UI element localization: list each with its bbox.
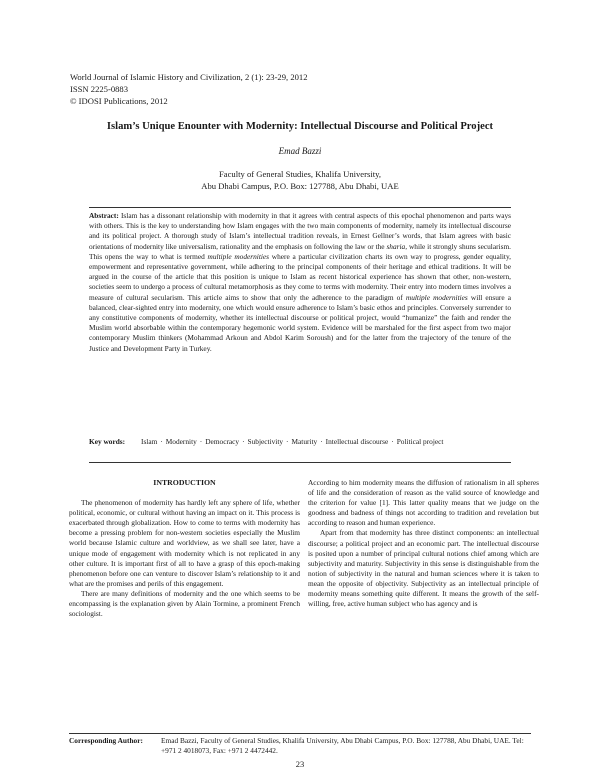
keyword-separator: · [199,437,203,446]
body-right-column [308,478,539,609]
abstract-sharia: sharia, [386,241,408,251]
keyword-separator: · [391,437,394,446]
keyword: Modernity [165,437,197,446]
page-number: 23 [295,759,305,769]
journal-meta [70,71,308,107]
keyword-separator: · [286,437,289,446]
affiliation-line-2: Abu Dhabi Campus, P.O. Box: 127788, Abu Dhabi, UAE [201,181,399,191]
corresponding-author-text: Emad Bazzi, Faculty of General Studies, Khalifa University, Abu Dhabi Campus, P.O. Box: 127788, Abu Dhabi, UAE. Tel: +971 2 4018073, Fax: +971 2 4472442. [161,736,524,756]
corresponding-author-note [69,736,531,756]
abstract-label: Abstract: [89,211,119,220]
journal-citation: World Journal of Islamic History and Civilization, 2 (1): 23-29, 2012 [70,72,308,82]
abstract-multiple-modernities-1: multiple modernities [207,251,270,261]
body-left-column [69,478,300,619]
keyword: Islam [141,437,158,446]
paper-author: Emad Bazzi [278,146,322,156]
keywords-list [141,437,503,447]
abstract-part-1: Islam has a dissonant relationship with modernity in that it agrees with central aspects of this epochal phenomenon and parts ways with others. This is the key to understanding how Islam engages with the two main components of modernity, namely its intellectual discourse and its political project. A thorough study of Islam’s intellectual tradition reveals, in Ernest Gellner’s words, that Islam agrees with basic orientations of modernity like universalism, rationality and the emphasis on following the law or the [89,211,511,251]
abstract-part-4: will ensure a balanced, clear-sighted entry into modernity, one which would ensure adherence to Islam’s basic ethos and principles. Conversely surrender to any constitutive components of modernity, whether its intellectual discourse or political project, would “humanize” the faith and render the Muslim world absorbable within the contemporary hegemonic world system. Evidence will be marshaled for the first aspect from two major contemporary Muslim thinkers (Mohammad Arkoun and Abdol Karim Soroush) and for the latter from the trajectory of the tenure of the Justice and Development Party in Turkey. [89,292,511,353]
keyword: Subjectivity [247,437,284,446]
keyword-separator: · [160,437,163,446]
paper-title: Islam’s Unique Enounter with Modernity: Intellectual Discourse and Political Project [106,121,494,132]
corresponding-author-label: Corresponding Author: [69,736,143,745]
body-paragraph: Apart from that modernity has three distinct components: an intellectual discourse; a political project and an economic part. The intellectual discourse is posited upon a number of principal cultural notions chief among which are subjectivity and maturity. Subjectivity in this sense is distinguishable from the notion of subjectivity in the natural and human sciences where it is taken to mean the opposite of objectivity. Subjectivity as an intellectual principle of modernity means something quite different. It means the growth of the self-willing, free, active human subject who has agency and is [308,528,539,609]
journal-copyright: © IDOSI Publications, 2012 [70,96,168,106]
abstract-part-2: while it strongly shuns secularism. This opens the way to what is termed [89,241,511,261]
keywords-bottom-rule [89,462,511,463]
keywords-label: Key words: [89,437,126,446]
introduction-heading: INTRODUCTION [153,478,216,487]
body-paragraph: The phenomenon of modernity has hardly left any sphere of life, whether political, economic, or cultural without having an impact on it. This process is exacerbated through globalization. How to come to terms with modernity has become a pressing problem for non-western societies especially the Muslim world because Islamic culture and worldview, as we shall see later, have a unique mode of engagement with modernity which is not replicated in any other culture. It is important first of all to have a grasp of this epoch-making phenomenon before one can venture to discover Islam’s relationship to it and what are the promises and perils of this engagement. [69,498,300,588]
keyword: Intellectual discourse [325,437,389,446]
author-affiliation [40,168,560,192]
abstract-top-rule [89,207,511,208]
keywords [89,437,511,447]
keyword-separator: · [320,437,323,446]
abstract [89,211,511,354]
keyword: Democracy [205,437,240,446]
keyword-separator: · [242,437,245,446]
body-paragraph: There are many definitions of modernity and the one which seems to be encompassing is the explanation given by Alain Tormine, a prominent French sociologist. [69,588,300,619]
abstract-multiple-modernities-2: multiple modernities [405,292,468,302]
footer-rule [69,733,531,734]
journal-issn: ISSN 2225-0883 [70,84,129,94]
body-paragraph: According to him modernity means the diffusion of rationalism in all spheres of life and the consideration of reason as the valid source of knowledge and the criterion for value [1]. This latter quality means that we judge on the goodness and badness of things not according to tradition and revelation but according to reason and human experience. [308,478,539,528]
keyword: Maturity [291,437,318,446]
keyword: Political project [396,437,444,446]
affiliation-line-1: Faculty of General Studies, Khalifa University, [219,169,381,179]
abstract-part-3: where a particular civilization charts its own way to progress, gender equality, empowerment and representative government, while adhering to the principal components of their heritage and ethical traditions. It will be argued in the course of the article that this position is unique to Islam as recent historical experience has shown that other, non-western, societies seem to undergo a process of cultural metamorphosis as they come to terms with modernity. Their entry into modern times involves a measure of cultural secularism. This article aims to show that only the adherence to the paradigm of [89,251,511,302]
